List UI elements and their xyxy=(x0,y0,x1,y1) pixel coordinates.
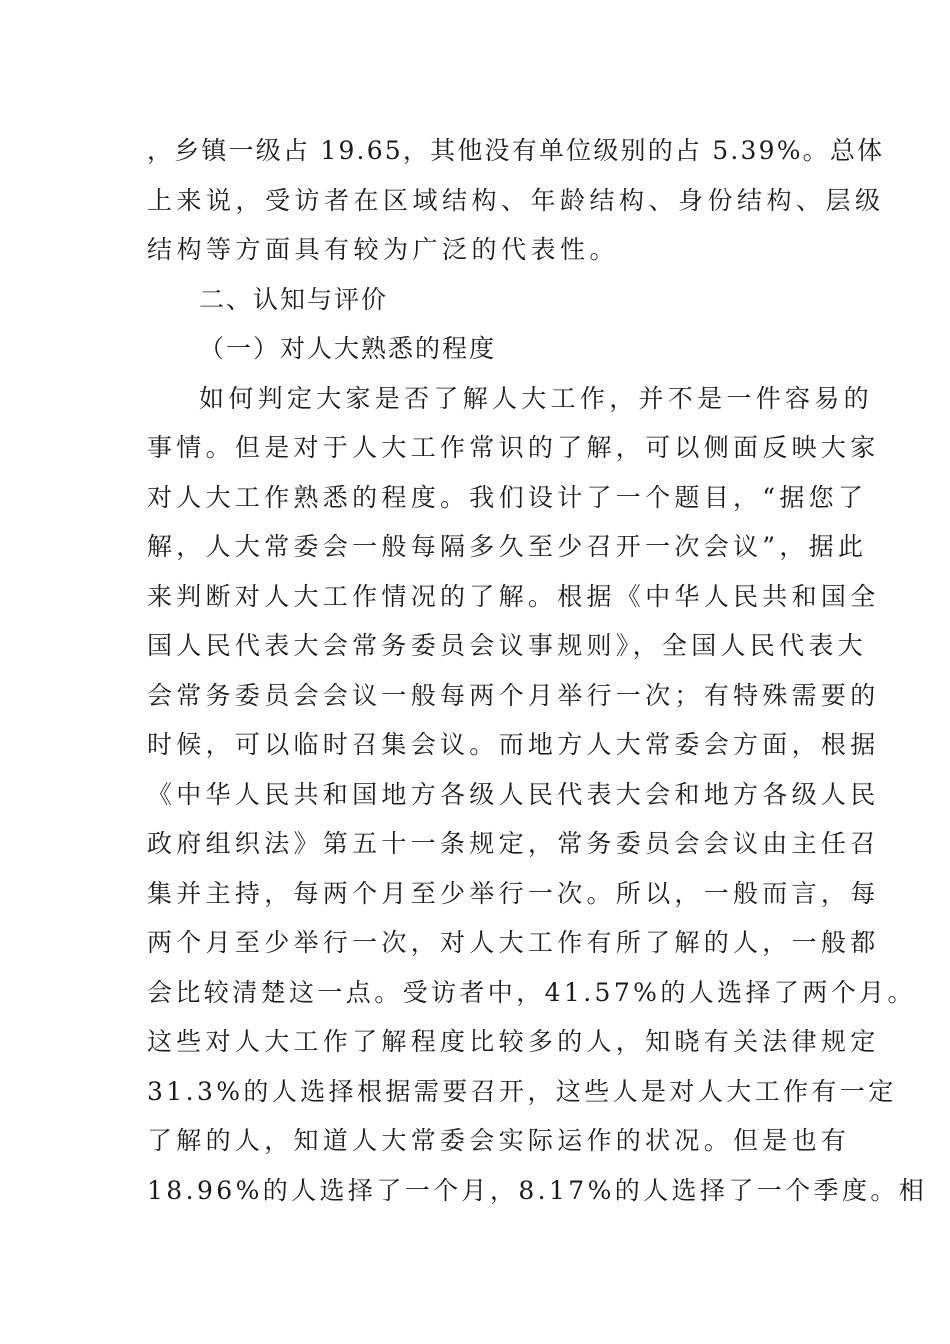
paragraph-line: 两个月至少举行一次，对人大工作有所了解的人，一般都 xyxy=(147,928,880,957)
paragraph-line: 会常务委员会会议一般每两个月举行一次；有特殊需要的 xyxy=(147,680,880,710)
paragraph-line: 对人大工作熟悉的程度。我们设计了一个题目，“据您了 xyxy=(147,482,868,512)
paragraph-line: 《中华人民共和国地方各级人民代表大会和地方各级人民 xyxy=(147,779,880,809)
paragraph-line: 结构等方面具有较为广泛的代表性。 xyxy=(147,235,620,264)
paragraph-line: 集并主持，每两个月至少举行一次。所以，一般而言，每 xyxy=(147,878,880,908)
paragraph-line: 这些对人大工作了解程度比较多的人，知晓有关法律规定 xyxy=(147,1027,880,1056)
paragraph-line: 31.3%的人选择根据需要召开，这些人是对人大工作有一定 xyxy=(147,1076,897,1106)
paragraph-line: 了解的人，知道人大常委会实际运作的状况。但是也有 xyxy=(147,1126,851,1155)
document-body xyxy=(147,126,928,1215)
paragraph-line: 来判断对人大工作情况的了解。根据《中华人民共和国全 xyxy=(147,581,880,611)
paragraph-line: 解，人大常委会一般每隔多久至少召开一次会议”，据此 xyxy=(147,532,868,561)
paragraph-line: 会比较清楚这一点。受访者中，41.57%的人选择了两个月。 xyxy=(147,977,916,1007)
paragraph-line: 上来说，受访者在区域结构、年龄结构、身份结构、层级 xyxy=(147,185,885,215)
paragraph-line: 政府组织法》第五十一条规定，常务委员会会议由主任召 xyxy=(147,829,880,858)
paragraph-line: 时候，可以临时召集会议。而地方人大常委会方面，根据 xyxy=(147,730,880,759)
paragraph-line: 如何判定大家是否了解人大工作，并不是一件容易的 xyxy=(199,383,873,413)
paragraph-line: ，乡镇一级占 19.65，其他没有单位级别的占 5.39%。总体 xyxy=(147,136,885,165)
paragraph-line: 国人民代表大会常务委员会议事规则》，全国人民代表大 xyxy=(147,631,868,660)
paragraph-line: 事情。但是对于人大工作常识的了解，可以侧面反映大家 xyxy=(147,433,880,462)
subsection-heading: （一）对人大熟悉的程度 xyxy=(199,334,497,363)
section-heading: 二、认知与评价 xyxy=(199,284,389,314)
paragraph-line: 18.96%的人选择了一个月，8.17%的人选择了一个季度。相 xyxy=(147,1175,928,1205)
